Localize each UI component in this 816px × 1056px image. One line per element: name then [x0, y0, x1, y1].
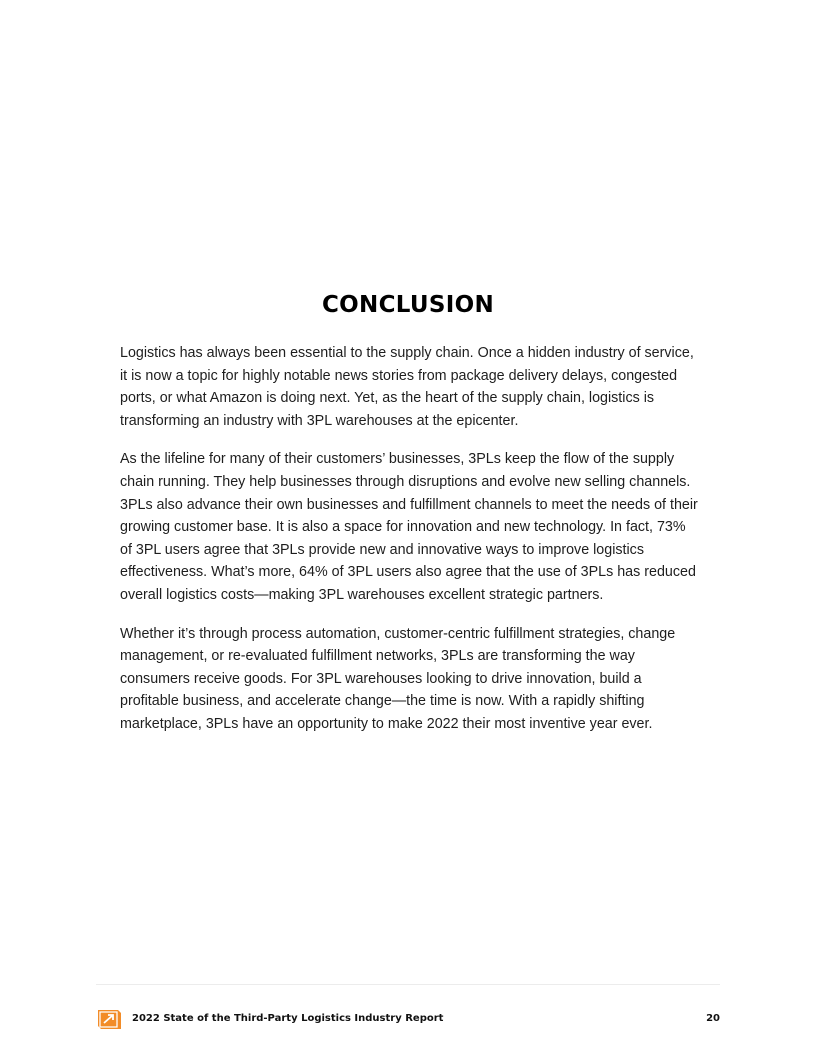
footer-report-title: 2022 State of the Third-Party Logistics Industry Report: [132, 1012, 444, 1024]
paragraph-3: Whether it’s through process automation, customer-centric fulfillment strategies, change management, or re-evaluated fulfillment networks, 3PLs are transforming the way consumers receive goods. For 3PL warehouses looking to drive innovation, build a profitable business, and accelerate change—the time is now. With a rapidly shifting marketplace, 3PLs have an opportunity to make 2022 their most inventive year ever.: [120, 625, 676, 732]
paragraph-1: Logistics has always been essential to the supply chain. Once a hidden industry of service, it is now a topic for highly notable news stories from package delivery delays, congested ports, or what Amazon is doing next. Yet, as the heart of the supply chain, logistics is transforming an industry with 3PL warehouses at the epicenter.: [120, 345, 694, 429]
footer-divider: [96, 984, 720, 985]
page-number: 20: [706, 1012, 720, 1024]
page-title: CONCLUSION: [322, 292, 494, 318]
orange-box-arrow-icon: [96, 1006, 122, 1030]
body-text: [120, 342, 700, 752]
paragraph-2: As the lifeline for many of their customers’ businesses, 3PLs keep the flow of the supply chain running. They help businesses through disruptions and evolve new selling channels. 3PLs also advance their own businesses and fulfillment channels to meet the needs of their growing customer base. It is also a space for innovation and new technology. In fact, 73% of 3PL users agree that 3PLs provide new and innovative ways to improve logistics effectiveness. What’s more, 64% of 3PL users also agree that the use of 3PLs has reduced overall logistics costs—making 3PL warehouses excellent strategic partners.: [120, 451, 698, 603]
page-footer: [96, 1006, 720, 1030]
